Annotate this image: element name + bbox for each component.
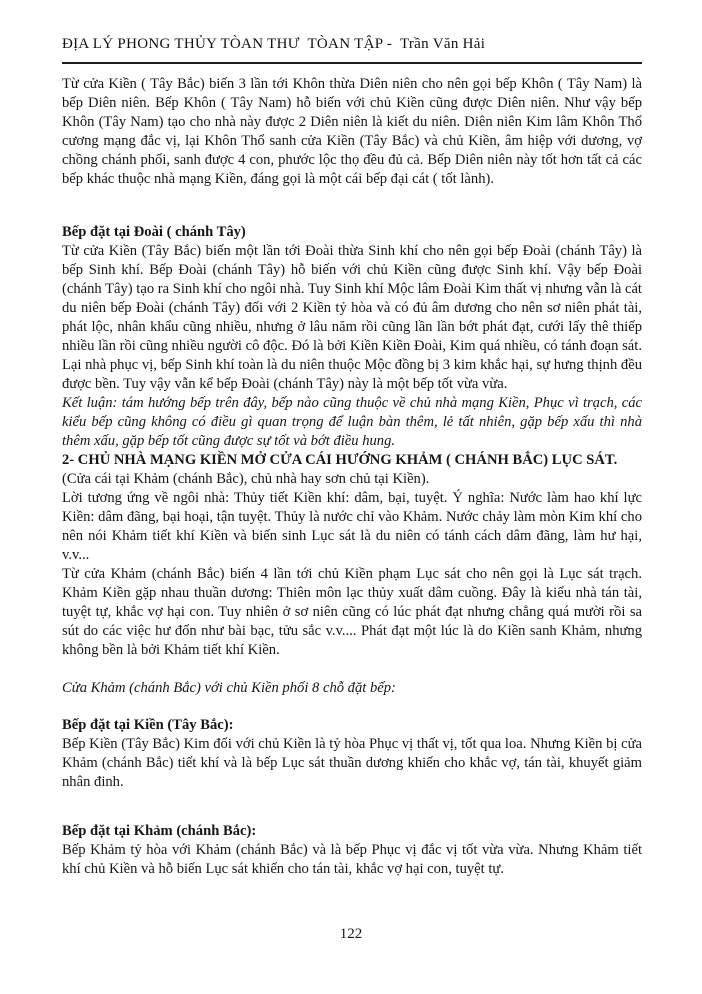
content-column [62,0,642,879]
section-heading-kitchen-kien: Bếp đặt tại Kiền (Tây Bắc): [62,717,234,733]
header-rule [62,62,642,64]
section-heading-kitchen-doai: Bếp đặt tại Đoài ( chánh Tây) [62,224,246,240]
paragraph-conclusion: Kết luận: tám hướng bếp trên đây, bếp nào cũng thuộc về chủ nhà mạng Kiền, Phục vì trạch, các kiểu bếp cũng không có điều gì quan trọng để luận bàn thêm, lẻ tất nhiên, gặp bếp xấu thì nhà thêm xấu, gặp bếp tốt cũng được sự tốt và bớt điều hung. [62,395,642,449]
paragraph-door-kham-note: (Cửa cái tại Khảm (chánh Bắc), chủ nhà hay sơn chủ tại Kiền). [62,471,430,487]
running-header-title: ĐỊA LÝ PHONG THỦY TÒAN THƯ TÒAN TẬP - Trần Văn Hải [62,36,486,52]
paragraph-house-correspondence: Lời tương ứng về ngôi nhà: Thủy tiết Kiền khí: dâm, bại, tuyệt. Ý nghĩa: Nước làm hao khí lực Kiền: dâm đãng, bại hoại, tận tuyệt. Thủy là nước chỉ vào Khảm. Nước chảy làm mòn Kim khí cho nên nói Khảm tiết khí Kiền và biến sinh Lục sát là du niên có tánh cách dâm đãng, làm hư hại, v.v... [62,490,642,563]
section-heading-chapter-2: 2- CHỦ NHÀ MẠNG KIỀN MỞ CỬA CÁI HƯỚNG KHẢM ( CHÁNH BẮC) LỤC SÁT. [62,452,618,468]
paragraph-kitchen-kham: Bếp Khảm tỷ hòa với Khảm (chánh Bắc) và là bếp Phục vị đắc vị tốt vừa vừa. Nhưng Khảm tiết khí chủ Kiền và hỗ biến Lục sát khiến cho tán tài, khắc vợ hại con, tuyệt tự. [62,842,642,877]
paragraph-kitchen-doai: Từ cửa Kiền (Tây Bắc) biến một lần tới Đoài thừa Sinh khí cho nên gọi bếp Đoài (chánh Tây) là bếp Sinh khí. Bếp Đoài (chánh Tây) hỗ biến với chủ Kiền cũng được Sinh khí. Vậy bếp Đoài (chánh Tây) tạo ra Sinh khí cho ngôi nhà. Tuy Sinh khí Mộc lâm Đoài Kim thất vị nhưng vẫn là cát du niên bếp Đoài (chánh Tây) đối với 2 Kiền tỷ hòa và có đủ âm dương cho nên sơ niên phát tài, phát lộc, nhân khẩu cũng nhiều, nhưng ở lâu năm rồi cũng lần lần bớt phát đạt, cưới lấy thê thiếp nhiều lần rồi cũng nhiều người cô độc. Đó là bởi Kiền Kiền Đoài, Kim quá nhiều, có tánh đoạn sát. Lại nhà phục vị, bếp Sinh khí toàn là du niên thuộc Mộc đồng bị 3 kim khắc hại, sự hưng thịnh đều được bền. Tuy vậy vẫn kể bếp Đoài (chánh Tây) này là một bếp tốt vừa vừa. [62,243,642,392]
paragraph-dien-nien-kitchen: Từ cửa Kiền ( Tây Bắc) biến 3 lần tới Khôn thừa Diên niên cho nên gọi bếp Khôn ( Tây Nam) là bếp Diên niên. Bếp Khôn ( Tây Nam) hỗ biến với chủ Kiền cũng được Diên niên. Như vậy bếp Khôn (Tây Nam) tạo cho nhà này được 2 Diên niên là kiết du niên. Diên niên Kim lâm Khôn Thổ cương mạng đắc vị, lại Khôn Thổ sanh cửa Kiền (Tây Bắc) và chủ Kiền, âm hiệp với dương, vợ chồng chánh phối, sanh được 4 con, phước lộc thọ đều đủ cả. Bếp Diên niên này tốt hơn tất cả các bếp khác thuộc nhà mạng Kiền, đáng gọi là một cái bếp đại cát ( tốt lành). [62,76,642,187]
section-heading-kitchen-kham: Bếp đặt tại Khảm (chánh Bắc): [62,823,257,839]
body-text [62,75,642,879]
paragraph-luc-sat-house: Từ cửa Khảm (chánh Bắc) biến 4 lần tới chủ Kiền phạm Lục sát cho nên gọi là Lục sát trạch. Khảm Kiền gặp nhau thuần dương: Thiên môn lạc thủy xuất dâm cuồng. Đây là kiểu nhà tán tài, tuyệt tự, khắc vợ hại con. Tuy nhiên ở sơ niên cũng có lúc phát đạt nhưng chẳng quá mười rồi sa sút do các việc hư đốn như bài bạc, tửu sắc v.v.... Phát đạt một lúc là do Kiền sanh Khảm, nhưng không bền là bởi Khảm tiết khí Kiền. [62,566,642,658]
page-number: 122 [339,926,363,942]
paragraph-eight-kitchen-positions: Cửa Khảm (chánh Bắc) với chủ Kiền phối 8 chỗ đặt bếp: [62,680,396,696]
paragraph-kitchen-kien: Bếp Kiền (Tây Bắc) Kim đối với chủ Kiền là tỷ hòa Phục vị thất vị, tốt qua loa. Nhưng Kiền bị cửa Khảm (chánh Bắc) tiết khí và là bếp Lục sát thuần dương khiến cho khắc vợ, tán tài, khuyết giảm nhân đinh. [62,736,642,790]
